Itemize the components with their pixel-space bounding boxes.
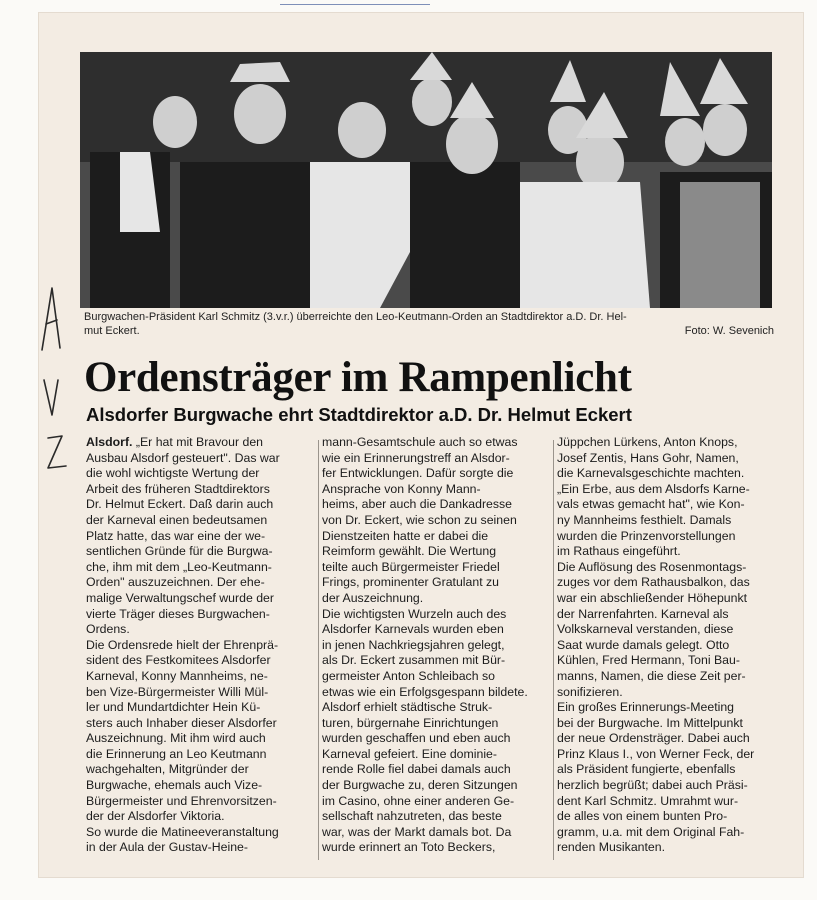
column-line: die Erinnerung an Leo Keutmann — [86, 746, 267, 761]
column-line: heims, aber auch die Dankadresse — [322, 497, 513, 512]
column-line: Ansprache von Konny Mann- — [322, 481, 481, 496]
article-subheadline: Alsdorfer Burgwache ehrt Stadtdirektor a.D. Dr. Helmut Eckert — [86, 404, 632, 425]
column-line: vierte Träger dieses Burgwachen- — [86, 606, 270, 621]
column-line: im Rathaus eingeführt. — [557, 544, 681, 559]
column-line: Alsdorfer Karnevals wurden eben — [322, 622, 504, 637]
column-line: von Dr. Eckert, wie schon zu seinen — [322, 512, 517, 527]
column-line: war, was der Markt damals bot. Da — [322, 824, 512, 839]
column-line: malige Verwaltungschef wurde der — [86, 590, 274, 605]
column-line: Volkskarneval verstanden, diese — [557, 622, 734, 637]
column-line: zuges vor dem Rathausbalkon, das — [557, 575, 750, 590]
column-line: Alsdorf erhielt städtische Struk- — [322, 700, 493, 715]
column-line: Arbeit des früheren Stadtdirektors — [86, 481, 270, 496]
column-line: Dr. Helmut Eckert. Daß darin auch — [86, 497, 274, 512]
column-line: die wohl wichtigste Wertung der — [86, 466, 260, 481]
photo-caption — [84, 310, 774, 338]
column-line: So wurde die Matineeveranstaltung — [86, 824, 279, 839]
column-line: wurden geschaffen und eben auch — [322, 731, 511, 746]
column-line: war ein abschließender Höhepunkt — [557, 590, 748, 605]
column-line: Karneval gefeiert. Eine dominie- — [322, 746, 497, 761]
handwritten-note — [36, 280, 76, 494]
column-line: rende Rolle fiel dabei damals auch — [322, 762, 511, 777]
column-line: der Narrenfahrten. Karneval als — [557, 606, 729, 621]
column-line: Josef Zentis, Hans Gohr, Namen, — [557, 450, 739, 465]
column-line: sters auch Inhaber dieser Alsdorfer — [86, 715, 277, 730]
column-line: Die Ordensrede hielt der Ehrenprä- — [86, 637, 279, 652]
column-line: der Karneval einen bedeutsamen — [86, 512, 268, 527]
column-line: der der Alsdorfer Viktoria. — [86, 809, 225, 824]
column-line: sonifizieren. — [557, 684, 623, 699]
column-line: de alles von einem bunten Pro- — [557, 809, 728, 824]
column-line: germeister Anton Schleibach so — [322, 668, 495, 683]
column-line: der Auszeichnung. — [322, 590, 424, 605]
photo-credit: Foto: W. Sevenich — [684, 325, 774, 337]
column-line: herzlich begrüßt; dabei auch Präsi- — [557, 778, 748, 793]
column-2-lines — [322, 435, 556, 856]
column-line: sident des Festkomitees Alsdorfer — [86, 653, 271, 668]
column-line: gramm, u.a. mit dem Original Fah- — [557, 824, 745, 839]
column-line: bei der Burgwache. Im Mittelpunkt — [557, 715, 743, 730]
column-line: vals etwas gemacht hat", wie Kon- — [557, 497, 745, 512]
column-line: Bürgermeister und Ehrenvorsitzen- — [86, 793, 277, 808]
column-line: Jüppchen Lürkens, Anton Knops, — [557, 435, 738, 449]
column-line: wachgehalten, Mitgründer der — [86, 762, 249, 777]
column-line: Orden" auszuzeichnen. Der ehe- — [86, 575, 265, 590]
column-line: Dienstzeiten hatte er dabei die — [322, 528, 489, 543]
column-line: Karneval, Konny Mannheims, ne- — [86, 668, 268, 683]
column-line: Reimform gewählt. Die Wertung — [322, 544, 497, 559]
column-line: renden Musikanten. — [557, 840, 666, 855]
article-photo — [80, 52, 772, 308]
column-line: wie ein Erinnerungstreff an Alsdor- — [322, 450, 510, 465]
column-line: Die Auflösung des Rosenmontags- — [557, 559, 747, 574]
column-line: turen, bürgernahe Einrichtungen — [322, 715, 499, 730]
column-line: sentlichen Gründe für die Burgwa- — [86, 544, 273, 559]
column-3-lines — [557, 435, 791, 856]
column-1-lines — [86, 451, 320, 856]
svg-text:A V Z: A V Z — [36, 485, 39, 486]
column-line: Burgwache, ehemals auch Vize- — [86, 778, 263, 793]
article-column-2 — [322, 435, 556, 856]
column-line: Ordens. — [86, 622, 130, 637]
article-headline: Ordensträger im Rampenlicht — [84, 354, 632, 401]
top-pencil-line — [280, 4, 430, 5]
column-line: Prinz Klaus I., von Werner Feck, der — [557, 746, 755, 761]
dateline: Alsdorf. — [86, 435, 133, 449]
column-line: Platz hatte, das war eine der we- — [86, 528, 266, 543]
first-line-text: „Er hat mit Bravour den — [132, 435, 264, 449]
column-line: als Präsident fungierte, ebenfalls — [557, 762, 736, 777]
column-line: mann-Gesamtschule auch so etwas — [322, 435, 518, 449]
column-line: manns, Namen, die diese Zeit per- — [557, 668, 746, 683]
column-line: ben Vize-Bürgermeister Willi Mül- — [86, 684, 269, 699]
column-line: Ausbau Alsdorf gesteuert". Das war — [86, 450, 280, 465]
column-line: dent Karl Schmitz. Umrahmt wur- — [557, 793, 739, 808]
column-line: ler und Mundartdichter Hein Kü- — [86, 700, 261, 715]
column-line: als Dr. Eckert zusammen mit Bür- — [322, 653, 506, 668]
article-column-1 — [86, 435, 320, 856]
column-line: Ein großes Erinnerungs-Meeting — [557, 700, 735, 715]
column-line: Die wichtigsten Wurzeln auch des — [322, 606, 507, 621]
column-line: wurde erinnert an Toto Beckers, — [322, 840, 496, 855]
caption-line-2: mut Eckert. — [84, 325, 140, 337]
column-line: im Casino, ohne einer anderen Ge- — [322, 793, 515, 808]
column-line: „Ein Erbe, aus dem Alsdorfs Karne- — [557, 481, 750, 496]
column-line: Saat wurde damals gelegt. Otto — [557, 637, 730, 652]
column-line: ny Mannheims festhielt. Damals — [557, 512, 732, 527]
column-line: Auszeichnung. Mit ihm wird auch — [86, 731, 266, 746]
column-line: die Karnevalsgeschichte machten. — [557, 466, 745, 481]
column-line: in der Aula der Gustav-Heine- — [86, 840, 248, 855]
column-line: in jenen Nachkriegsjahren gelegt, — [322, 637, 505, 652]
column-line: teilte auch Bürgermeister Friedel — [322, 559, 500, 574]
column-line: che, ihm mit dem „Leo-Keutmann- — [86, 559, 272, 574]
article-column-3 — [557, 435, 791, 856]
column-line: der Burgwache zu, deren Sitzungen — [322, 778, 518, 793]
column-line: Frings, prominenter Gratulant zu — [322, 575, 500, 590]
column-line: fer Entwicklungen. Dafür sorgte die — [322, 466, 514, 481]
column-line: Kühlen, Fred Hermann, Toni Bau- — [557, 653, 740, 668]
column-line: wurden die Prinzenvorstellungen — [557, 528, 736, 543]
column-line — [86, 435, 320, 451]
column-line: etwas wie ein Erfolgsgespann bildete. — [322, 684, 528, 699]
caption-line-1: Burgwachen-Präsident Karl Schmitz (3.v.r.) überreichte den Leo-Keutmann-Orden an Stadtdirektor a.D. Dr. Hel- — [84, 311, 627, 323]
column-line: der neue Ordensträger. Dabei auch — [557, 731, 750, 746]
column-line: sellschaft nahzutreten, das beste — [322, 809, 502, 824]
